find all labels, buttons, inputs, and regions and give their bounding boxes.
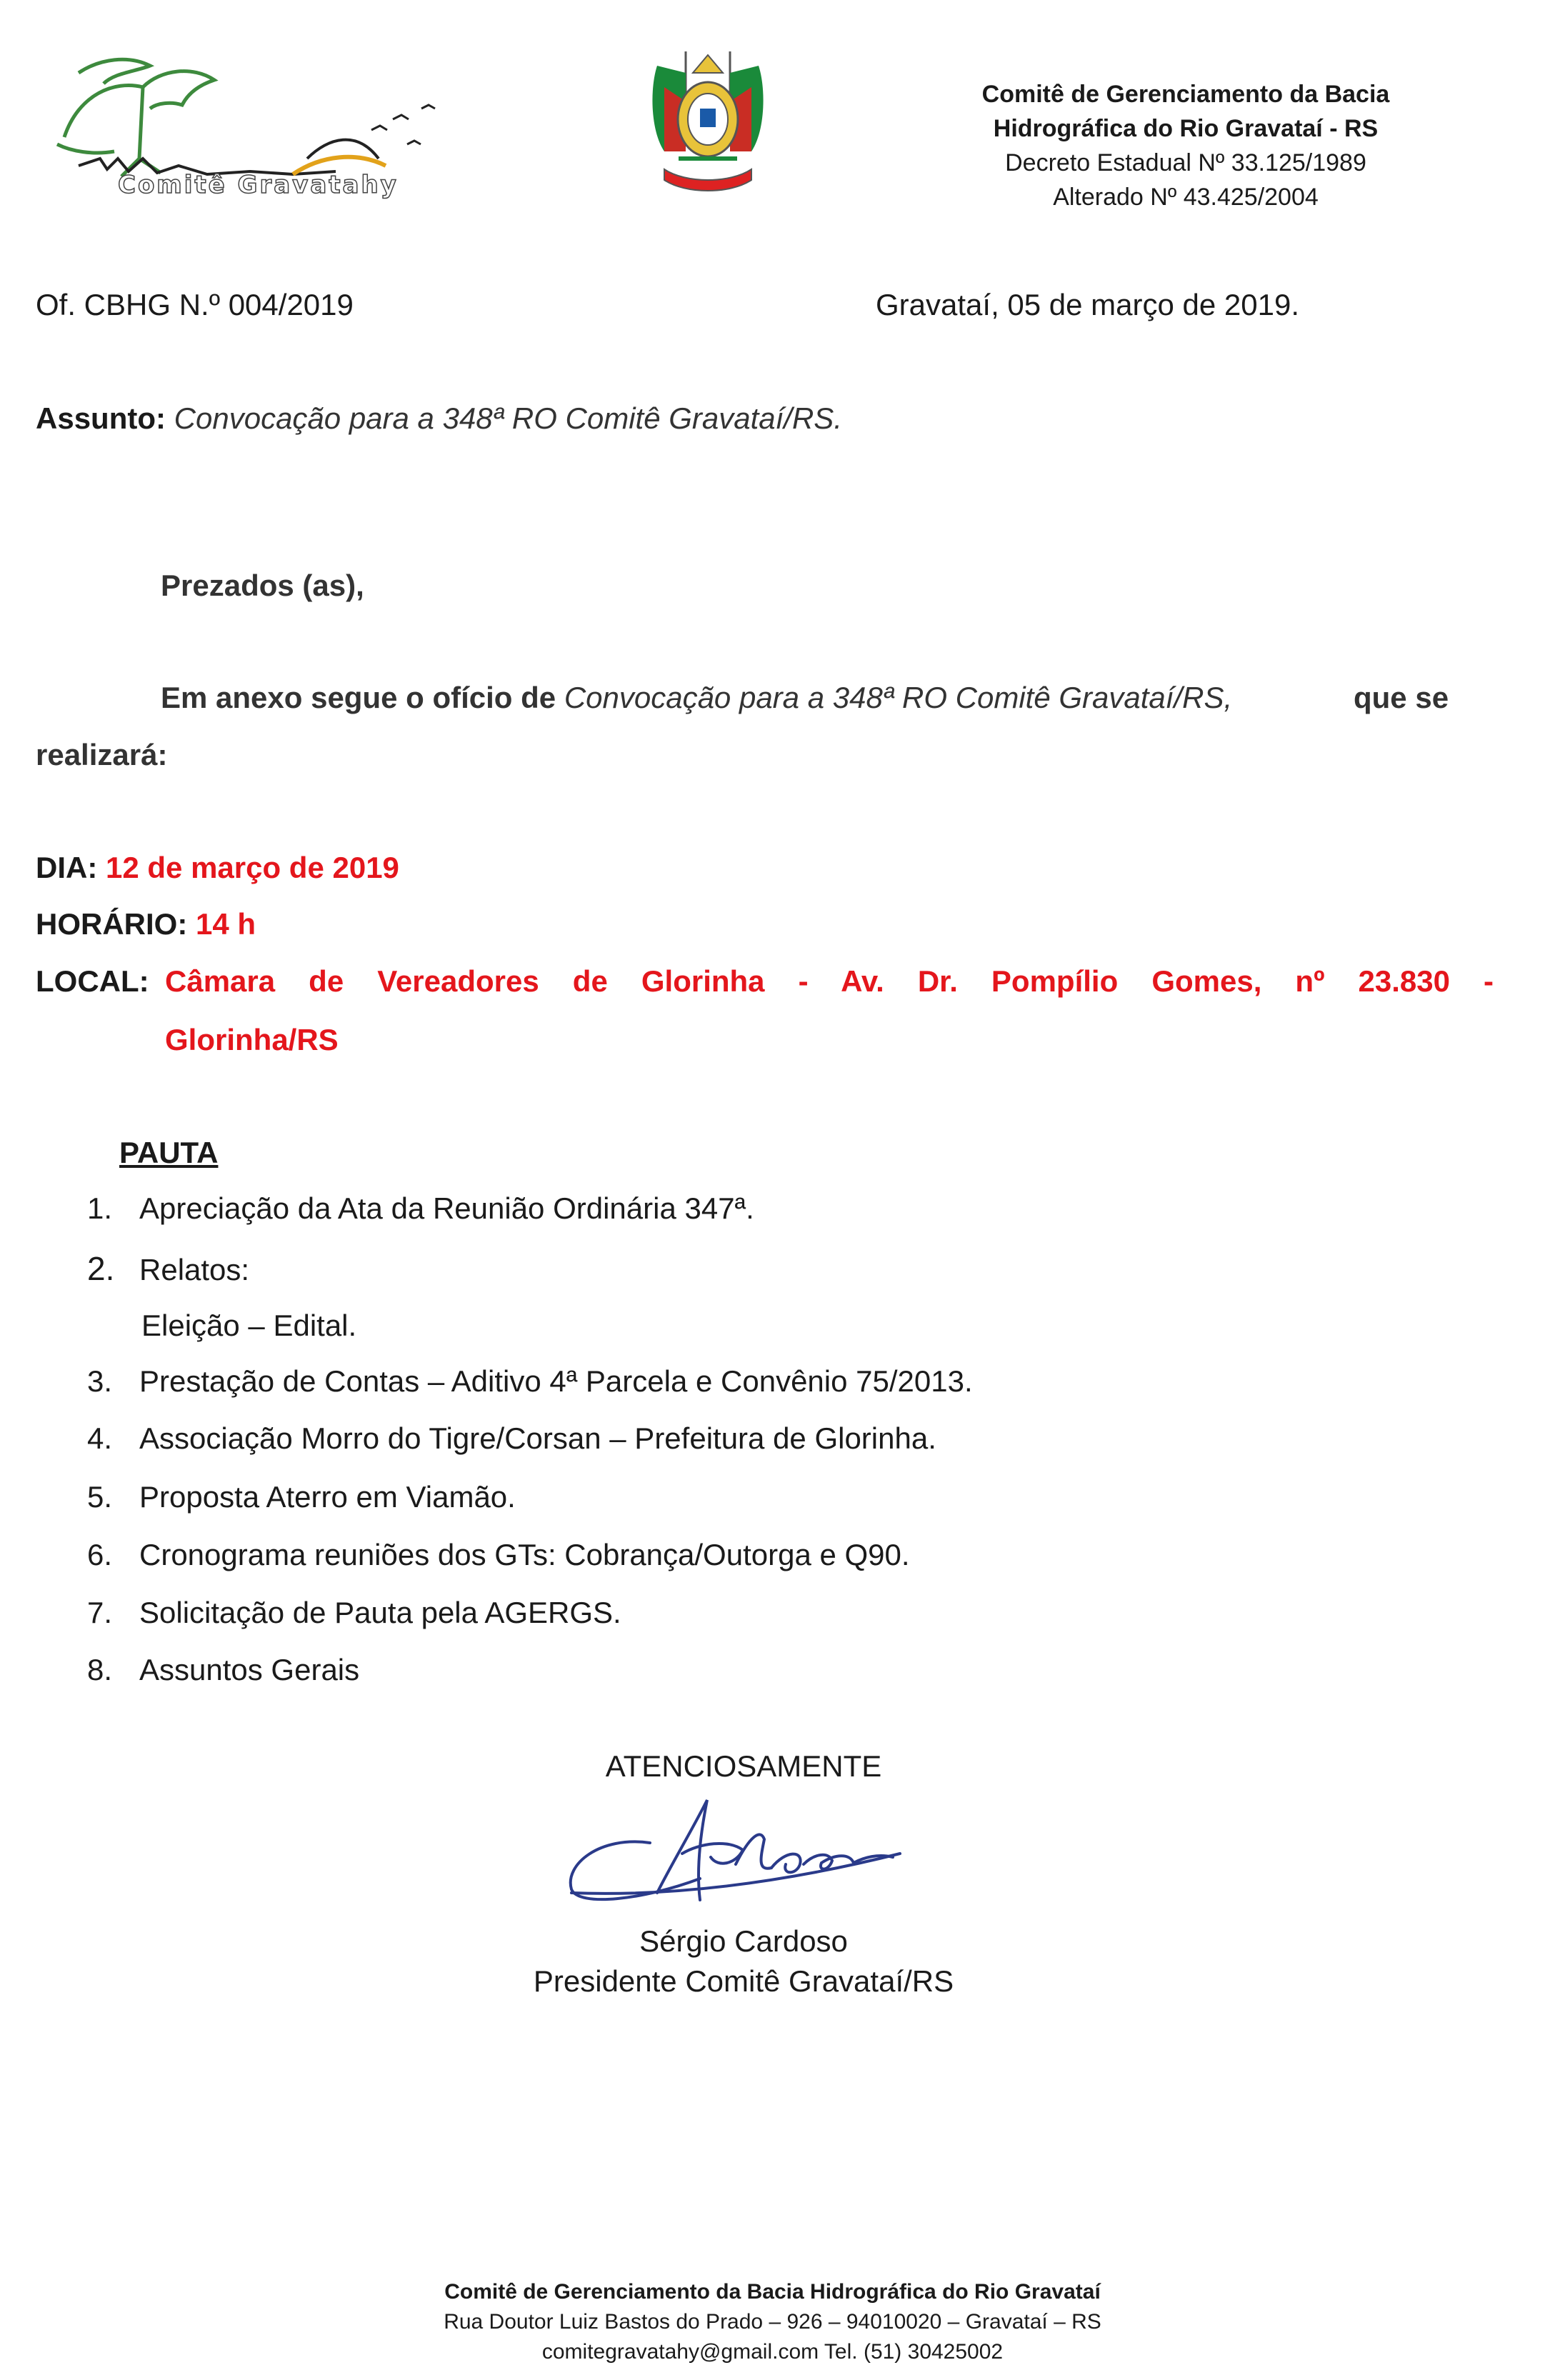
body-tail: que se — [1354, 681, 1449, 714]
handwritten-signature — [557, 1786, 929, 1914]
agenda-item-text: Relatos: — [139, 1253, 250, 1286]
logo-text: Comitê Gravatahy — [118, 171, 399, 199]
signatory — [0, 1921, 1487, 2001]
body-italic: Convocação para a 348ª RO Comitê Gravataí/RS, — [564, 681, 1233, 714]
time-label: HORÁRIO: — [36, 907, 188, 941]
agenda-item-text: Assuntos Gerais — [139, 1653, 360, 1686]
agenda-item — [87, 1421, 936, 1456]
signatory-name: Sérgio Cardoso — [639, 1924, 848, 1958]
org-name-line2: Hidrográfica do Rio Gravataí - RS — [993, 115, 1379, 142]
agenda-item-number: 5. — [87, 1480, 113, 1514]
agenda-item — [87, 1480, 516, 1514]
place-label: LOCAL: — [36, 964, 149, 998]
state-coat-of-arms — [643, 44, 773, 203]
footer-contact: comitegravatahy@gmail.com Tel. (51) 30425002 — [541, 2340, 1004, 2364]
agenda-item — [87, 1191, 754, 1226]
greeting: Prezados (as), — [161, 569, 364, 602]
meeting-time — [36, 907, 256, 941]
agenda-item-number: 1. — [87, 1191, 113, 1225]
agenda-subitem: Eleição – Edital. — [141, 1309, 357, 1342]
agenda-item-text: Proposta Aterro em Viamão. — [139, 1480, 516, 1514]
subject-label: Assunto: — [36, 401, 166, 435]
day-label: DIA: — [36, 851, 98, 884]
signatory-role: Presidente Comitê Gravataí/RS — [533, 1964, 954, 1998]
agenda-item — [87, 1596, 621, 1630]
place-value-line2: Glorinha/RS — [165, 1023, 339, 1056]
decree-line: Decreto Estadual Nº 33.125/1989 — [1005, 149, 1366, 176]
agenda-item-number: 4. — [87, 1421, 113, 1455]
document-date: Gravataí, 05 de março de 2019. — [876, 288, 1300, 321]
footer-address: Rua Doutor Luiz Bastos do Prado – 926 – 94010020 – Gravataí – RS — [444, 2310, 1101, 2334]
organization-header — [921, 77, 1450, 214]
comite-gravatahy-logo — [36, 51, 457, 203]
meeting-place — [36, 964, 1494, 999]
subject-text: Convocação para a 348ª RO Comitê Gravataí/RS. — [174, 401, 842, 435]
agenda-item-number: 3. — [87, 1364, 113, 1398]
body-start: Em anexo segue o ofício de — [161, 681, 556, 714]
agenda-item-text: Associação Morro do Tigre/Corsan – Prefeitura de Glorinha. — [139, 1421, 936, 1455]
day-value: 12 de março de 2019 — [106, 851, 399, 884]
place-value-line1: Câmara de Vereadores de Glorinha - Av. Dr. Pompílio Gomes, nº 23.830 - — [165, 964, 1494, 998]
closing: ATENCIOSAMENTE — [605, 1749, 882, 1783]
body-paragraph-line1 — [161, 681, 1458, 715]
document-reference: Of. CBHG N.º 004/2019 — [36, 288, 354, 321]
agenda-item-number: 6. — [87, 1538, 113, 1571]
meeting-day — [36, 851, 399, 885]
agenda-title: PAUTA — [119, 1136, 219, 1169]
agenda-item — [87, 1538, 910, 1572]
agenda-item — [87, 1653, 359, 1687]
subject-line — [36, 401, 842, 436]
agenda-item-text: Prestação de Contas – Aditivo 4ª Parcela e Convênio 75/2013. — [139, 1364, 973, 1398]
agenda-item-number: 7. — [87, 1596, 113, 1629]
time-value: 14 h — [196, 907, 256, 941]
page-footer — [0, 2277, 1545, 2367]
body-paragraph-line2: realizará: — [36, 738, 168, 771]
agenda-item-number: 8. — [87, 1653, 113, 1686]
agenda-item — [87, 1249, 249, 1288]
amendment-line: Alterado Nº 43.425/2004 — [1053, 184, 1319, 211]
agenda-item-text: Cronograma reuniões dos GTs: Cobrança/Outorga e Q90. — [139, 1538, 910, 1571]
agenda-item-text: Solicitação de Pauta pela AGERGS. — [139, 1596, 621, 1629]
agenda-item — [87, 1364, 973, 1399]
org-name-line1: Comitê de Gerenciamento da Bacia — [981, 81, 1390, 108]
agenda-item-number: 2. — [87, 1250, 115, 1287]
footer-org-name: Comitê de Gerenciamento da Bacia Hidrográfica do Rio Gravataí — [444, 2280, 1101, 2304]
agenda-item-text: Apreciação da Ata da Reunião Ordinária 347ª. — [139, 1191, 754, 1225]
